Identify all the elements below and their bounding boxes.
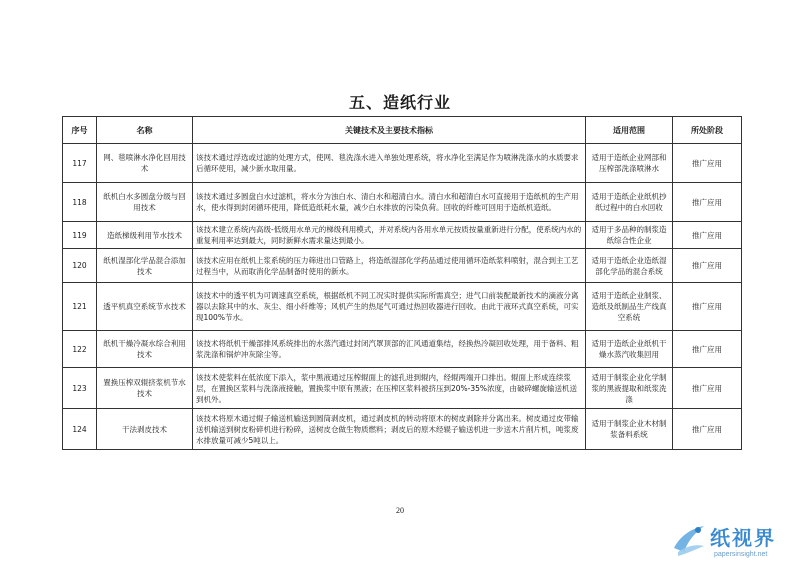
table-row: [63, 183, 742, 222]
technology-table: [62, 116, 742, 450]
row-stage: 推广应用: [673, 249, 742, 283]
row-scope: 适用于造纸企业制浆、造纸及纸制品生产线真空系统: [586, 283, 673, 331]
row-desc: 该技术中的透平机为可调速真空系统，根据纸机不同工况实时提供实际所需真空；进气口前装配最新技术的滴液分离器以去除其中的水、灰尘、细小纤维等；风机产生的热尾气可通过热回收器进行回收。由此于液环式真空系统，可实现100%节水。: [193, 283, 586, 331]
row-name: 纸机白水多圆盘分级与回用技术: [97, 183, 193, 222]
row-scope: 适用于制浆企业化学制浆的黑液提取和纸浆洗涤: [586, 368, 673, 409]
row-desc: 该技术将原木通过辊子输送机输送到圆筒剥皮机，通过剥皮机的转动将原木的树皮剥除并分离出来。树皮通过皮带输送机输送到树皮粉碎机进行粉碎，送树皮仓做生物质燃料；剥皮后的原木经辊子输送机进一步送木片削片机，吨浆废水排放量可减少5吨以上。: [193, 409, 586, 450]
table-row: [63, 144, 742, 183]
row-no: 124: [63, 409, 97, 450]
header-stage: 所处阶段: [673, 117, 742, 144]
watermark-url: papersinsight.net: [714, 551, 768, 558]
watermark: [670, 518, 795, 562]
row-no: 121: [63, 283, 97, 331]
row-name: 造纸梯级利用节水技术: [97, 222, 193, 249]
header-scope: 适用范围: [586, 117, 673, 144]
row-stage: 推广应用: [673, 283, 742, 331]
row-stage: 推广应用: [673, 331, 742, 368]
header-desc: 关键技术及主要技术指标: [193, 117, 586, 144]
table-row: [63, 368, 742, 409]
row-desc: 该技术将纸机干燥部排风系统排出的水蒸汽通过封闭汽罩顶部的汇风通道集结，经换热冷凝回收处理，用于备料、粗浆洗涤和锅炉冲灰除尘等。: [193, 331, 586, 368]
table-row: [63, 283, 742, 331]
row-no: 122: [63, 331, 97, 368]
table-header-row: [63, 117, 742, 144]
row-scope: 适用于造纸企业纸机抄纸过程中的白水回收: [586, 183, 673, 222]
row-name: 网、毯喷淋水净化回用技术: [97, 144, 193, 183]
row-no: 123: [63, 368, 97, 409]
header-name: 名称: [97, 117, 193, 144]
row-no: 118: [63, 183, 97, 222]
section-title: 五、造纸行业: [348, 93, 451, 112]
header-no: 序号: [63, 117, 97, 144]
row-scope: 适用于制浆企业木材制浆备料系统: [586, 409, 673, 450]
row-scope: 适用于造纸企业造纸湿部化学品的混合系统: [586, 249, 673, 283]
page-number: 20: [396, 506, 404, 515]
row-no: 117: [63, 144, 97, 183]
row-no: 120: [63, 249, 97, 283]
row-stage: 推广应用: [673, 183, 742, 222]
row-name: 干法剥皮技术: [97, 409, 193, 450]
table-row: [63, 222, 742, 249]
paper-insight-logo-icon: [670, 518, 708, 558]
row-name: 透平机真空系统节水技术: [97, 283, 193, 331]
row-no: 119: [63, 222, 97, 249]
row-desc: 该技术通过浮选或过滤的处理方式，使网、毯洗涤水进入单独处理系统，将水净化至满足作为喷淋洗涤水的水质要求后循环使用，减少新水取用量。: [193, 144, 586, 183]
row-desc: 该技术应用在纸机上浆系统的压力筛进出口管路上，将造纸湿部化学药品通过使用循环造纸浆料喷射，混合到主工艺过程当中，从而取消化学品制备时使用的新水。: [193, 249, 586, 283]
row-scope: 适用于造纸企业纸机干燥水蒸汽收集回用: [586, 331, 673, 368]
table-row: [63, 331, 742, 368]
row-stage: 推广应用: [673, 222, 742, 249]
row-stage: 推广应用: [673, 144, 742, 183]
table-row: [63, 249, 742, 283]
row-name: 置换压榨双辊挤浆机节水技术: [97, 368, 193, 409]
row-stage: 推广应用: [673, 368, 742, 409]
row-scope: 适用于多品种的制浆造纸综合性企业: [586, 222, 673, 249]
watermark-brand: 纸视界: [710, 526, 776, 550]
row-name: 纸机干燥冷凝水综合利用技术: [97, 331, 193, 368]
row-desc: 该技术建立系统内高级-低级用水单元的梯级利用模式，并对系统内各用水单元按质按量重新进行分配，使系统内水的重复利用率达到最大，同时新鲜水需求量达到最小。: [193, 222, 586, 249]
row-scope: 适用于造纸企业网部和压榨部洗涤喷淋水: [586, 144, 673, 183]
table-row: [63, 409, 742, 450]
row-desc: 该技术使浆料在低浓度下添入，浆中黑液通过压榨辊面上的滤孔进到辊内，经辊两端开口排出。辊面上形成连续浆层，在置换区浆料与洗涤液接触，置换浆中原有黑液；在压榨区浆料被挤压到20%-35%浓度，由破碎螺旋输送机送到机外。: [193, 368, 586, 409]
row-name: 纸机湿部化学品混合添加技术: [97, 249, 193, 283]
row-stage: 推广应用: [673, 409, 742, 450]
row-desc: 该技术通过多圆盘白水过滤机，将水分为浊白水、清白水和超清白水。清白水和超清白水可直接用于造纸机的生产用水，使水得到封闭循环使用，降低造纸耗水量，减少白水排放的污染负荷。回收的纤维可回用于造纸机造纸。: [193, 183, 586, 222]
